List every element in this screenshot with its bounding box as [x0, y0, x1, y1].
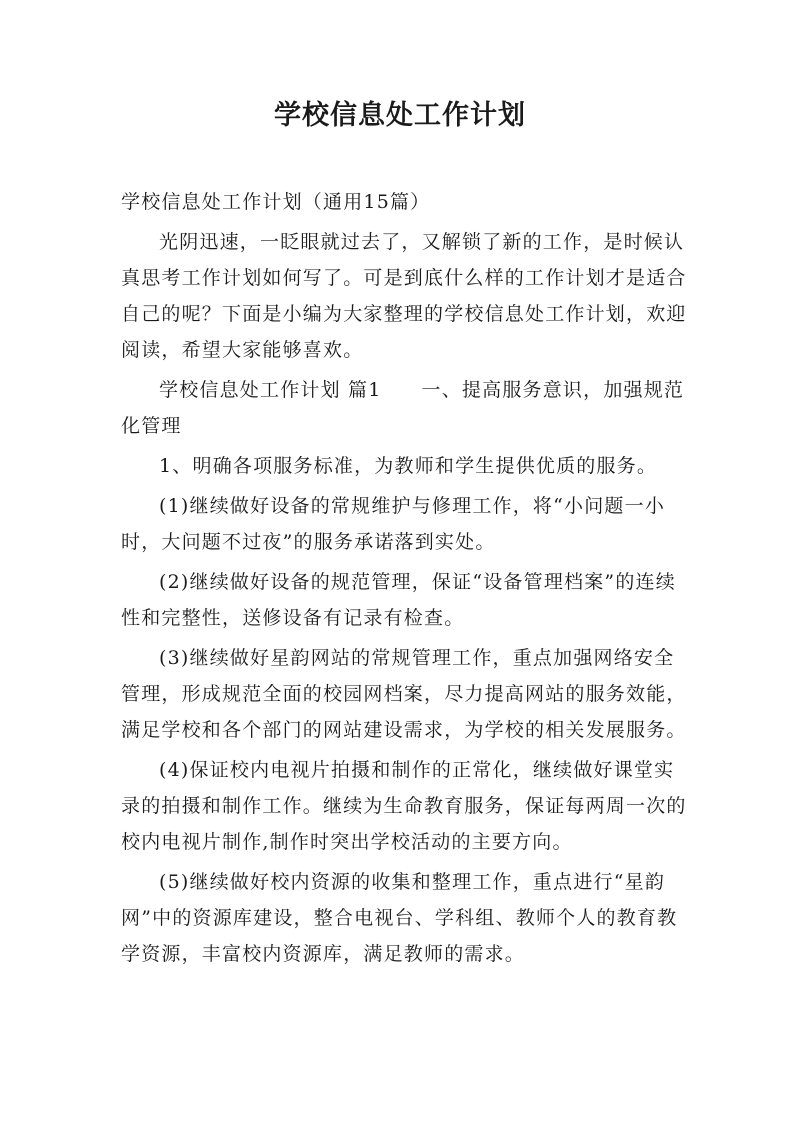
document-subtitle: 学校信息处工作计划（通用15篇） [121, 191, 431, 213]
section-heading-paragraph [121, 372, 687, 444]
page-title: 学校信息处工作计划 [274, 100, 526, 131]
document-body [121, 184, 687, 976]
list-item: (3)继续做好星韵网站的常规管理工作，重点加强网络安全管理，形成规范全面的校园网档案，尽力提高网站的服务效能，满足学校和各个部门的网站建设需求，为学校的相关发展服务。 [121, 647, 687, 741]
list-item: (4)保证校内电视片拍摄和制作的正常化，继续做好课堂实录的拍摄和制作工作。继续为生命教育服务，保证每两周一次的校内电视片制作,制作时突出学校活动的主要方向。 [121, 759, 687, 853]
list-item: (2)继续做好设备的规范管理，保证“设备管理档案”的连续性和完整性，送修设备有记录有检查。 [121, 571, 676, 629]
list-item: 1、明确各项服务标准，为教师和学生提供优质的服务。 [159, 455, 658, 477]
section-heading: 一、提高服务意识，加强规范化管理 [121, 379, 685, 437]
intro-paragraph: 光阴迅速，一眨眼就过去了，又解锁了新的工作，是时候认真思考工作计划如何写了。可是到底什么样的工作计划才是适合自己的呢？下面是小编为大家整理的学校信息处工作计划，欢迎阅读，希望大家能够喜欢。 [121, 231, 687, 361]
list-item: (1)继续做好设备的常规维护与修理工作，将“小问题一小时，大问题不过夜”的服务承诺落到实处。 [121, 495, 666, 553]
section-label: 学校信息处工作计划 篇1 [159, 379, 382, 401]
list-item: (5)继续做好校内资源的收集和整理工作，重点进行“星韵网”中的资源库建设，整合电视台、学科组、教师个人的教育教学资源，丰富校内资源库，满足教师的需求。 [121, 871, 678, 965]
